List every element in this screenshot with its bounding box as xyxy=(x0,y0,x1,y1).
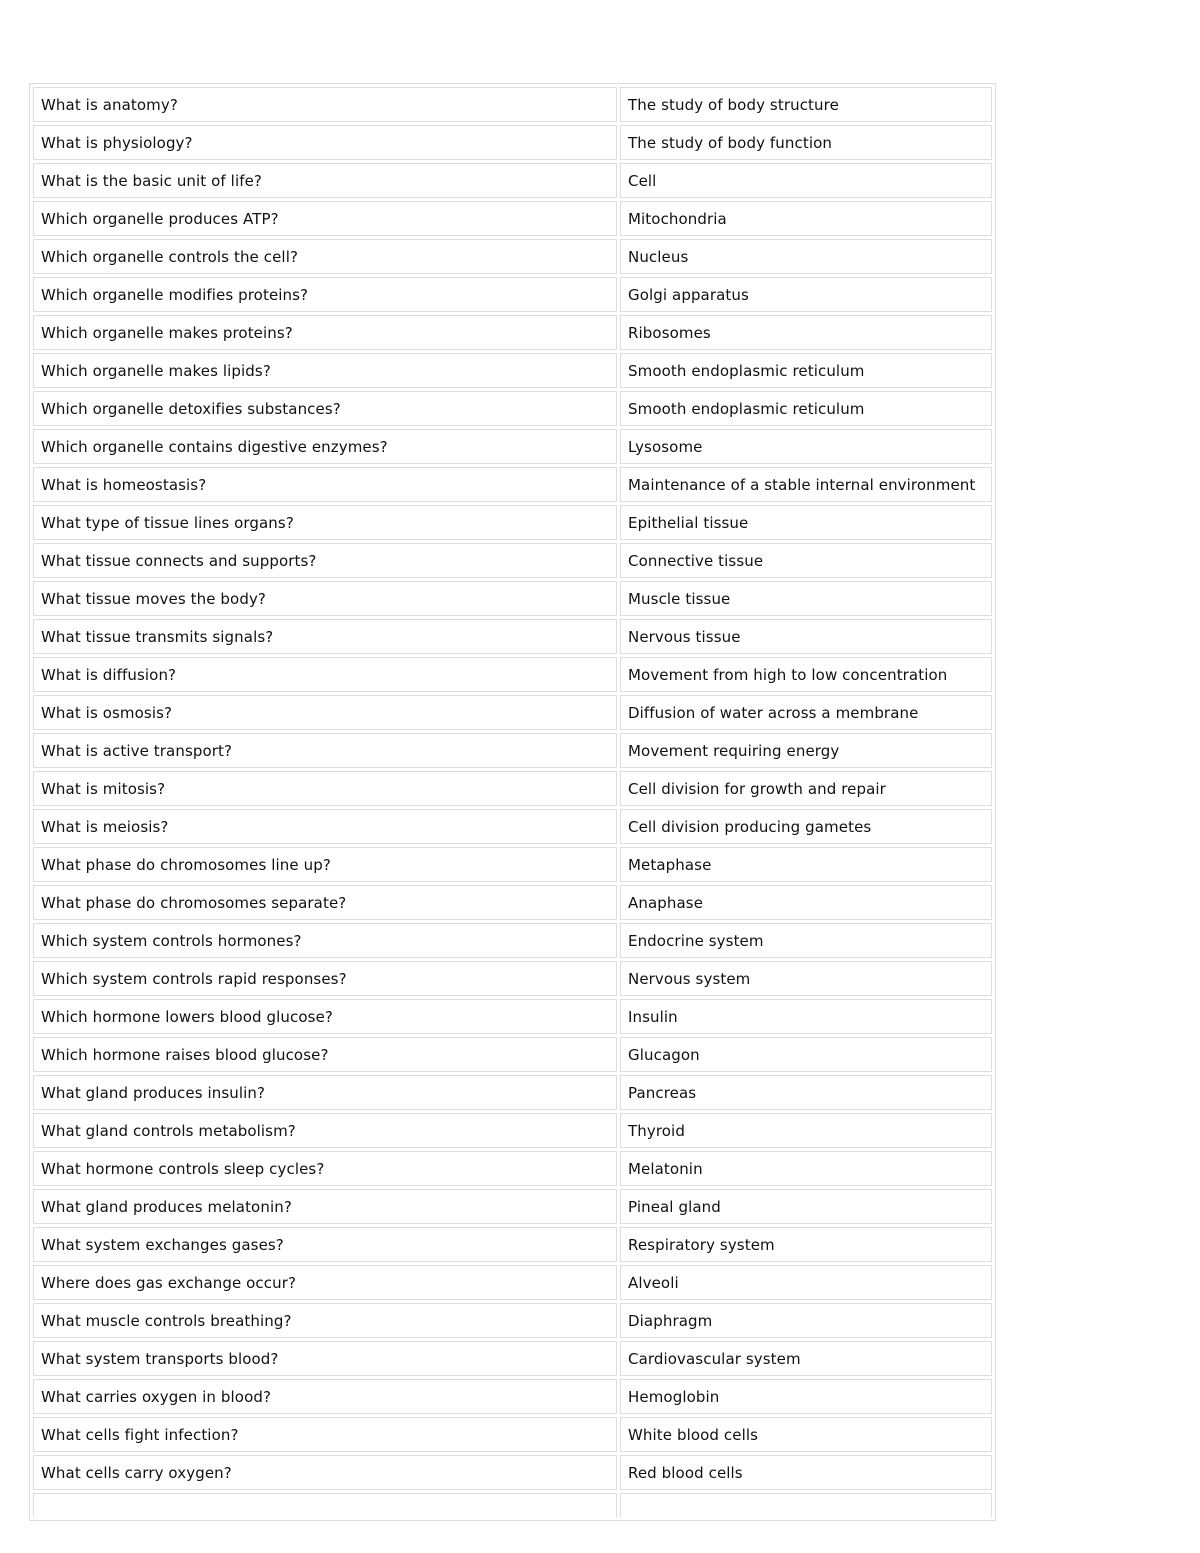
answer-cell: The study of body structure xyxy=(620,87,992,122)
answer-cell: Endocrine system xyxy=(620,923,992,958)
question-cell: What gland produces insulin? xyxy=(33,1075,617,1110)
table-row xyxy=(33,543,992,578)
answer-cell: Connective tissue xyxy=(620,543,992,578)
answer-cell: Movement requiring energy xyxy=(620,733,992,768)
table-row xyxy=(33,1151,992,1186)
question-cell: Which organelle detoxifies substances? xyxy=(33,391,617,426)
answer-cell: Melatonin xyxy=(620,1151,992,1186)
table-row xyxy=(33,125,992,160)
answer-cell: Nucleus xyxy=(620,239,992,274)
answer-cell: Red blood cells xyxy=(620,1455,992,1490)
table-row-partial xyxy=(33,1493,992,1517)
answer-cell: Mitochondria xyxy=(620,201,992,236)
table-row xyxy=(33,771,992,806)
answer-cell: Hemoglobin xyxy=(620,1379,992,1414)
question-cell: Which organelle makes proteins? xyxy=(33,315,617,350)
table-row xyxy=(33,999,992,1034)
answer-cell: The study of body function xyxy=(620,125,992,160)
answer-cell: Nervous system xyxy=(620,961,992,996)
question-cell: Which hormone lowers blood glucose? xyxy=(33,999,617,1034)
question-cell: What is physiology? xyxy=(33,125,617,160)
answer-cell: Pineal gland xyxy=(620,1189,992,1224)
question-cell: Which organelle produces ATP? xyxy=(33,201,617,236)
table-row xyxy=(33,1379,992,1414)
table-row xyxy=(33,467,992,502)
question-cell: What is diffusion? xyxy=(33,657,617,692)
question-cell: What muscle controls breathing? xyxy=(33,1303,617,1338)
question-cell: What phase do chromosomes separate? xyxy=(33,885,617,920)
question-cell: Which organelle modifies proteins? xyxy=(33,277,617,312)
question-cell: What type of tissue lines organs? xyxy=(33,505,617,540)
question-cell: What hormone controls sleep cycles? xyxy=(33,1151,617,1186)
question-cell-empty xyxy=(33,1493,617,1517)
answer-cell: White blood cells xyxy=(620,1417,992,1452)
table-row xyxy=(33,87,992,122)
table-row xyxy=(33,1265,992,1300)
question-cell: Which hormone raises blood glucose? xyxy=(33,1037,617,1072)
table-row xyxy=(33,1227,992,1262)
question-cell: What is homeostasis? xyxy=(33,467,617,502)
answer-cell: Thyroid xyxy=(620,1113,992,1148)
question-cell: What system exchanges gases? xyxy=(33,1227,617,1262)
question-cell: Where does gas exchange occur? xyxy=(33,1265,617,1300)
question-cell: Which organelle makes lipids? xyxy=(33,353,617,388)
answer-cell: Diaphragm xyxy=(620,1303,992,1338)
question-cell: What tissue transmits signals? xyxy=(33,619,617,654)
question-cell: What is osmosis? xyxy=(33,695,617,730)
answer-cell: Glucagon xyxy=(620,1037,992,1072)
question-cell: What is active transport? xyxy=(33,733,617,768)
table-row xyxy=(33,733,992,768)
table-row xyxy=(33,809,992,844)
question-cell: What gland controls metabolism? xyxy=(33,1113,617,1148)
answer-cell: Ribosomes xyxy=(620,315,992,350)
answer-cell: Smooth endoplasmic reticulum xyxy=(620,391,992,426)
question-cell: What tissue moves the body? xyxy=(33,581,617,616)
table-row xyxy=(33,1341,992,1376)
question-cell: What system transports blood? xyxy=(33,1341,617,1376)
answer-cell: Epithelial tissue xyxy=(620,505,992,540)
question-cell: What is anatomy? xyxy=(33,87,617,122)
question-cell: What phase do chromosomes line up? xyxy=(33,847,617,882)
answer-cell: Respiratory system xyxy=(620,1227,992,1262)
table-row xyxy=(33,429,992,464)
table-row xyxy=(33,923,992,958)
answer-cell: Golgi apparatus xyxy=(620,277,992,312)
table-row xyxy=(33,353,992,388)
question-cell: Which system controls rapid responses? xyxy=(33,961,617,996)
answer-cell: Cell xyxy=(620,163,992,198)
table-row xyxy=(33,163,992,198)
table-row xyxy=(33,1113,992,1148)
question-cell: What carries oxygen in blood? xyxy=(33,1379,617,1414)
answer-cell: Movement from high to low concentration xyxy=(620,657,992,692)
answer-cell: Nervous tissue xyxy=(620,619,992,654)
answer-cell: Metaphase xyxy=(620,847,992,882)
table-row xyxy=(33,847,992,882)
question-cell: What tissue connects and supports? xyxy=(33,543,617,578)
answer-cell: Cell division producing gametes xyxy=(620,809,992,844)
question-cell: Which organelle contains digestive enzymes? xyxy=(33,429,617,464)
question-cell: Which organelle controls the cell? xyxy=(33,239,617,274)
table-row xyxy=(33,1037,992,1072)
table-row xyxy=(33,1303,992,1338)
answer-cell: Cell division for growth and repair xyxy=(620,771,992,806)
question-cell: Which system controls hormones? xyxy=(33,923,617,958)
table-body xyxy=(33,87,992,1517)
question-cell: What is the basic unit of life? xyxy=(33,163,617,198)
table-row xyxy=(33,391,992,426)
answer-cell: Insulin xyxy=(620,999,992,1034)
answer-cell: Maintenance of a stable internal environment xyxy=(620,467,992,502)
question-cell: What gland produces melatonin? xyxy=(33,1189,617,1224)
table-row xyxy=(33,1417,992,1452)
answer-cell: Smooth endoplasmic reticulum xyxy=(620,353,992,388)
table-row xyxy=(33,1075,992,1110)
question-cell: What cells fight infection? xyxy=(33,1417,617,1452)
question-cell: What cells carry oxygen? xyxy=(33,1455,617,1490)
table-row xyxy=(33,315,992,350)
table-row xyxy=(33,657,992,692)
table-row xyxy=(33,581,992,616)
table-row xyxy=(33,505,992,540)
table-row xyxy=(33,961,992,996)
table-row xyxy=(33,277,992,312)
table-row xyxy=(33,201,992,236)
answer-cell: Pancreas xyxy=(620,1075,992,1110)
answer-cell: Lysosome xyxy=(620,429,992,464)
table-row xyxy=(33,885,992,920)
table-row xyxy=(33,239,992,274)
answer-cell: Muscle tissue xyxy=(620,581,992,616)
answer-cell-empty xyxy=(620,1493,992,1517)
question-answer-table xyxy=(29,83,996,1521)
table-row xyxy=(33,1189,992,1224)
answer-cell: Diffusion of water across a membrane xyxy=(620,695,992,730)
question-cell: What is meiosis? xyxy=(33,809,617,844)
answer-cell: Cardiovascular system xyxy=(620,1341,992,1376)
question-cell: What is mitosis? xyxy=(33,771,617,806)
table-row xyxy=(33,695,992,730)
answer-cell: Alveoli xyxy=(620,1265,992,1300)
answer-cell: Anaphase xyxy=(620,885,992,920)
table-row xyxy=(33,619,992,654)
table-row xyxy=(33,1455,992,1490)
